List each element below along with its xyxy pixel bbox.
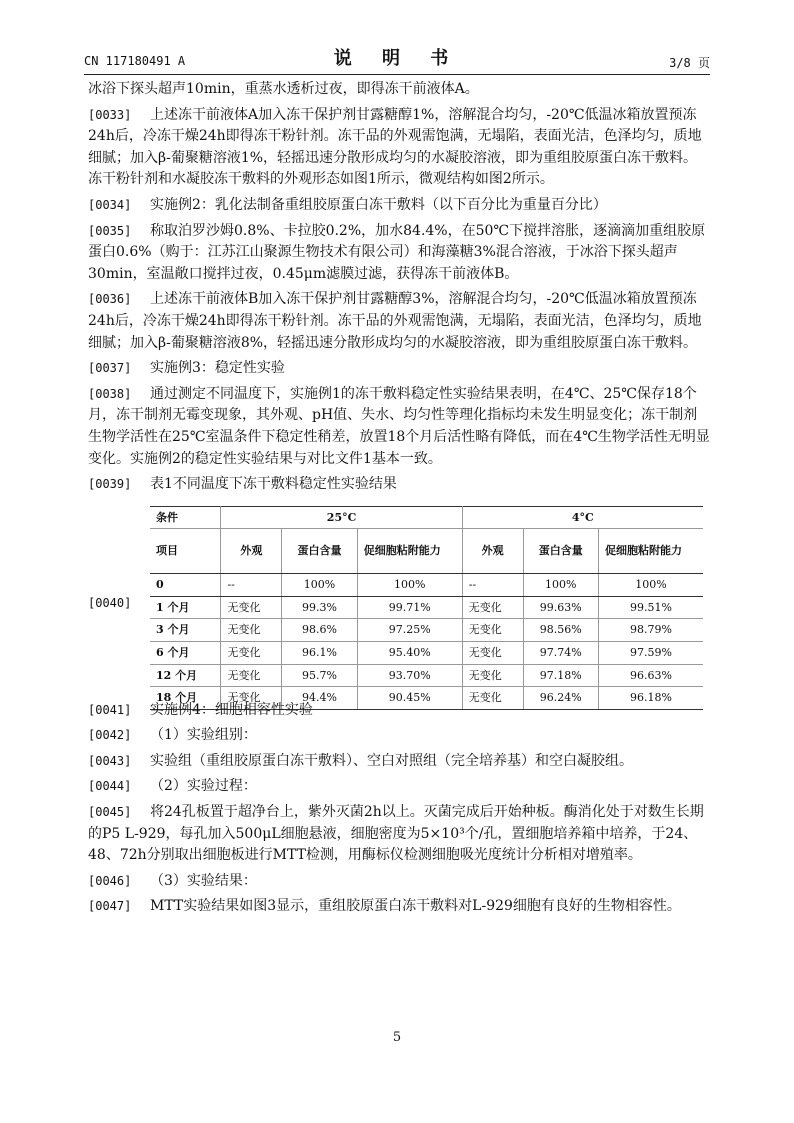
paragraph xyxy=(88,700,710,722)
paragraph-number: [0041] xyxy=(88,702,132,717)
paragraph xyxy=(88,221,710,286)
patent-number: CN 117180491 A xyxy=(84,54,186,68)
paragraph xyxy=(88,358,710,380)
table-cell: 12 个月 xyxy=(150,664,221,687)
page-indicator: 3/8 页 xyxy=(669,56,710,70)
table-cell: 100% xyxy=(282,574,357,597)
paragraph-text: 实施例2：乳化法制备重组胶原蛋白冻干敷料（以下百分比为重量百分比） xyxy=(150,196,607,213)
table-cell: 97.59% xyxy=(599,642,704,665)
document-title: 说 明 书 xyxy=(333,48,461,69)
paragraph-text: 冰浴下探头超声10min，重蒸水透析过夜，即得冻干前液体A。 xyxy=(88,81,479,97)
stability-table xyxy=(150,506,703,710)
paragraph-text: 上述冻干前液体B加入冻干保护剂甘露糖醇3%，溶解混合均匀，-20℃低温冰箱放置预冻24h后，冷冻干燥24h即得冻干粉针剂。冻干品的外观需饱满，无塌陷，表面光洁，色泽均匀，质地细腻；加入β-葡聚糖溶液8%，轻摇迅速分散形成均匀的水凝胶溶液，即为重组胶原蛋白冻干敷料。 xyxy=(88,291,702,351)
table-header-appearance-25: 外观 xyxy=(221,529,282,574)
table-cell: 99.71% xyxy=(357,596,462,619)
paragraph-number: [0036] xyxy=(88,292,132,307)
paragraph-number: [0039] xyxy=(88,477,132,492)
paragraph xyxy=(88,384,710,470)
table-cell: 99.3% xyxy=(282,596,357,619)
table-cell: -- xyxy=(462,574,523,597)
table-row xyxy=(150,619,703,642)
table-cell: 93.70% xyxy=(357,664,462,687)
paragraph xyxy=(88,79,710,101)
paragraph xyxy=(88,725,710,747)
paragraph-number: [0043] xyxy=(88,753,132,768)
paragraph-text: 称取泊罗沙姆0.8%、卡拉胶0.2%，加水84.4%，在50℃下搅拌溶胀，逐滴滴加重组胶原蛋白0.6%（购于：江苏江山聚源生物技术有限公司）和海藻糖3%混合溶液，于冰浴下探头超声30min，室温敞口搅拌过夜，0.45μm滤膜过滤，获得冻干前液体B。 xyxy=(88,222,706,282)
page-number: 5 xyxy=(392,1030,402,1045)
table-header-adhesion-4: 促细胞粘附能力 xyxy=(599,529,704,574)
paragraph-text: 实施例4：细胞相容性实验 xyxy=(150,701,313,718)
paragraph xyxy=(88,751,710,773)
paragraph xyxy=(88,105,710,191)
paragraph-number: [0047] xyxy=(88,899,132,914)
table-header-condition: 条件 xyxy=(150,506,221,529)
table-cell: 无变化 xyxy=(221,619,282,642)
paragraph-number: [0042] xyxy=(88,728,132,743)
paragraph-number: [0040] xyxy=(88,595,132,610)
table-cell: 无变化 xyxy=(221,596,282,619)
table-cell: 96.63% xyxy=(599,664,704,687)
table-cell: 无变化 xyxy=(462,664,523,687)
table-cell: 98.6% xyxy=(282,619,357,642)
document-body xyxy=(88,79,710,922)
stability-table-block xyxy=(88,506,710,705)
table-header-protein-25: 蛋白含量 xyxy=(282,529,357,574)
paragraph-number: [0035] xyxy=(88,223,132,238)
table-row xyxy=(150,642,703,665)
paragraph-number: [0033] xyxy=(88,107,132,122)
table-cell: 94.4% xyxy=(282,687,357,710)
table-header-4c: 4°C xyxy=(462,506,703,529)
paragraph xyxy=(88,896,710,918)
paragraph xyxy=(88,776,710,798)
table-cell: -- xyxy=(221,574,282,597)
table-cell: 97.74% xyxy=(523,642,598,665)
table-cell: 96.24% xyxy=(523,687,598,710)
table-cell: 6 个月 xyxy=(150,642,221,665)
paragraph-number: [0045] xyxy=(88,805,132,820)
paragraph xyxy=(88,871,710,893)
table-cell: 100% xyxy=(357,574,462,597)
paragraph-text: 通过测定不同温度下，实施例1的冻干敷料稳定性实验结果表明，在4℃、25℃保存18个月，冻干制剂无霉变现象，其外观、pH值、失水、均匀性等理化指标均未发生明显变化；冻干制剂生物学活性在25℃室温条件下稳定性稍差，放置18个月后活性略有降低，而在4℃生物学活性无明显变化。实施例2的稳定性实验结果与对比文件1基本一致。 xyxy=(88,385,710,467)
table-header-appearance-4: 外观 xyxy=(462,529,523,574)
paragraph-text: （2）实验过程： xyxy=(150,778,257,795)
paragraph-number: [0046] xyxy=(88,873,132,888)
table-cell: 100% xyxy=(523,574,598,597)
table-cell: 无变化 xyxy=(221,642,282,665)
paragraph-text: 表1不同温度下冻干敷料稳定性实验结果 xyxy=(150,476,397,493)
table-cell: 无变化 xyxy=(462,642,523,665)
header-divider xyxy=(84,74,710,75)
table-cell: 96.18% xyxy=(599,687,704,710)
paragraph-text: 将24孔板置于超净台上，紫外灭菌2h以上。灭菌完成后开始种板。酶消化处于对数生长期的P5 L-929，每孔加入500μL细胞悬液，细胞密度为5×10³个/孔，置细胞培养箱中培养，于24、48、72h分别取出细胞板进行MTT检测，用酶标仪检测细胞吸光度统计分析相对增殖率。 xyxy=(88,804,704,864)
table-cell: 无变化 xyxy=(462,619,523,642)
paragraph-number: [0038] xyxy=(88,386,132,401)
paragraph-number: [0044] xyxy=(88,779,132,794)
table-cell: 3 个月 xyxy=(150,619,221,642)
paragraph-number: [0037] xyxy=(88,361,132,376)
paragraph-text: 实施例3：稳定性实验 xyxy=(150,360,285,377)
table-cell: 无变化 xyxy=(462,596,523,619)
table-cell: 98.56% xyxy=(523,619,598,642)
table-header-protein-4: 蛋白含量 xyxy=(523,529,598,574)
table-cell: 90.45% xyxy=(357,687,462,710)
table-cell: 1 个月 xyxy=(150,596,221,619)
paragraph-number: [0034] xyxy=(88,197,132,212)
paragraph xyxy=(88,289,710,354)
paragraph-text: MTT实验结果如图3显示，重组胶原蛋白冻干敷料对L-929细胞有良好的生物相容性。 xyxy=(150,898,681,915)
table-cell: 95.7% xyxy=(282,664,357,687)
table-row xyxy=(150,664,703,687)
table-cell: 无变化 xyxy=(221,687,282,710)
table-header-25c: 25°C xyxy=(221,506,462,529)
table-cell: 95.40% xyxy=(357,642,462,665)
table-cell: 99.63% xyxy=(523,596,598,619)
paragraph-text: （3）实验结果： xyxy=(150,872,257,889)
paragraph xyxy=(88,474,710,496)
table-cell: 97.25% xyxy=(357,619,462,642)
table-cell: 0 xyxy=(150,574,221,597)
paragraph-text: 上述冻干前液体A加入冻干保护剂甘露糖醇1%，溶解混合均匀，-20℃低温冰箱放置预冻24h后，冷冻干燥24h即得冻干粉针剂。冻干品的外观需饱满，无塌陷，表面光洁，色泽均匀，质地细腻；加入β-葡聚糖溶液1%，轻摇迅速分散形成均匀的水凝胶溶液，即为重组胶原蛋白冻干敷料。冻干粉针剂和水凝胶冻干敷料的外观形态如图1所示，微观结构如图2所示。 xyxy=(88,106,702,188)
table-row xyxy=(150,596,703,619)
paragraph xyxy=(88,195,710,217)
paragraph-text: （1）实验组别： xyxy=(150,727,257,744)
table-row xyxy=(150,574,703,597)
table-cell: 98.79% xyxy=(599,619,704,642)
table-cell: 96.1% xyxy=(282,642,357,665)
table-cell: 99.51% xyxy=(599,596,704,619)
table-header-item: 项目 xyxy=(150,529,221,574)
table-cell: 无变化 xyxy=(462,687,523,710)
table-header-adhesion-25: 促细胞粘附能力 xyxy=(357,529,462,574)
table-cell: 100% xyxy=(599,574,704,597)
table-cell: 18 个月 xyxy=(150,687,221,710)
page-header xyxy=(84,44,710,72)
paragraph-text: 实验组（重组胶原蛋白冻干敷料）、空白对照组（完全培养基）和空白凝胶组。 xyxy=(150,752,633,769)
table-cell: 无变化 xyxy=(221,664,282,687)
paragraph xyxy=(88,802,710,867)
table-cell: 97.18% xyxy=(523,664,598,687)
